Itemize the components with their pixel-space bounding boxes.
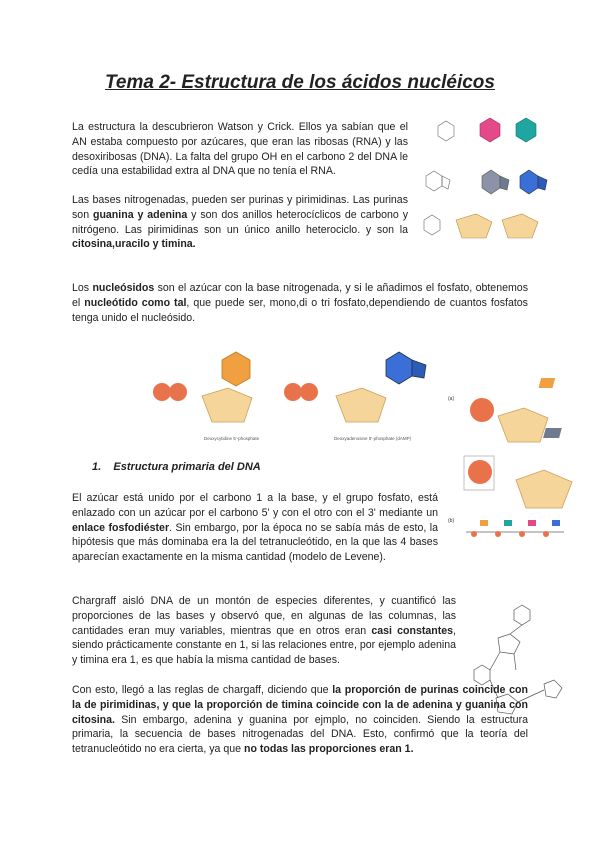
phosphodiester-bond-box — [464, 456, 494, 490]
caption-deoxyadenosine: Deoxyadenosine 5'-phosphate (dAMP) — [334, 436, 412, 441]
purine-molecule-gray — [482, 170, 509, 194]
phosphate-group-left — [153, 383, 187, 401]
primaria-paragraph-3: Con esto, llegó a las reglas de chargaff, diciendo que la proporción de purinas coincide con la de pirimidinas, y que la proporción de timina coincide con la de adenina y guanina con citosina. Sin embargo, adenina y guanina por ejmplo, no coinciden. Siendo la estructura primaria, la secuencia de bases nitrogenadas del DNA. Esto, confirmó que la teoría del tetranucleótido no era cierta, ya que no todas las proporciones eran 1. — [72, 684, 528, 756]
sugar-ring-middle — [336, 388, 386, 422]
intro-paragraph-1: La estructura la descubrieron Watson y Crick. Ellos ya sabían que el AN estaba compuesto por azúcares, que eran las ribosas (RNA) y las desoxiribosas (DNA). La falta del grupo OH en el carbono 2 del DNA le cedía una estabilidad extra al DNA que no tenía el RNA. — [72, 121, 408, 178]
primaria-paragraph-2: Chargraff aisló DNA de un montón de especies diferentes, y cuantificó las proporciones de las bases y observó que, en algunas de las columnas, las cantidades eran muy variables, mientras que en otros eran casi constantes, siendo prácticamente constante en 1, si las relaciones entre, por ejemplo adenina y timina era 1, es que había la misma cantidad de bases. — [72, 595, 456, 667]
caption-deoxycytidine: Deoxycytidine 5'-phosphate — [204, 436, 260, 441]
nucleotide-figure — [150, 340, 435, 445]
pyrimidine-molecule-teal — [516, 118, 536, 142]
adenine-base — [386, 352, 426, 384]
cytosine-base — [222, 352, 250, 386]
dna-strand-figure — [466, 520, 564, 537]
nucleosidos-paragraph: Los nucleósidos son el azúcar con la base nitrogenada, y si le añadimos el fosfato, obtenemos el nucleótido como tal, que puede ser, mono,di o tri fosfato,dependiendo de cuantos fosfatos tenga unido el nucleósido. — [72, 282, 528, 324]
figure-label-b: (b) — [448, 518, 455, 524]
page-title: Tema 2- Estructura de los ácidos nucléicos — [105, 72, 495, 93]
phosphodiester-figure — [446, 360, 591, 560]
primaria-paragraph-1: El azúcar está unido por el carbono 1 a la base, y el grupo fosfato, está enlazado con un azúcar por el carbono 5' y con el otro con el 3' mediante un enlace fosfodiéster. Sin embargo, por la época no se sabía más de esto, la hipótesis que más dominaba era la del tetranucleótido, en la que las 4 bases aparecían exactamente en la misma cantidad (modelo de Levene). — [72, 492, 438, 564]
figure-label-a: (a) — [448, 396, 455, 402]
intro-paragraph-2: Las bases nitrogenadas, pueden ser purinas y pirimidinas. Las purinas son guanina y adenina y son dos anillos heterocíclicos de carbono y nitrógeno. Las pirimidinas son un único anillo heterociclo. y son la citosina,uracilo y timina. — [72, 194, 408, 251]
section-1-heading: 1. Estructura primaria del DNA — [92, 461, 261, 473]
sugar-ring-left — [202, 388, 252, 422]
phosphate-group-middle — [284, 383, 318, 401]
sugar-ring-figure — [456, 214, 538, 238]
purine-molecule-blue — [520, 170, 547, 194]
phosphate-top — [470, 378, 555, 442]
pyrimidine-molecule-pink — [480, 118, 500, 142]
nitrogenous-bases-figure — [416, 110, 556, 270]
